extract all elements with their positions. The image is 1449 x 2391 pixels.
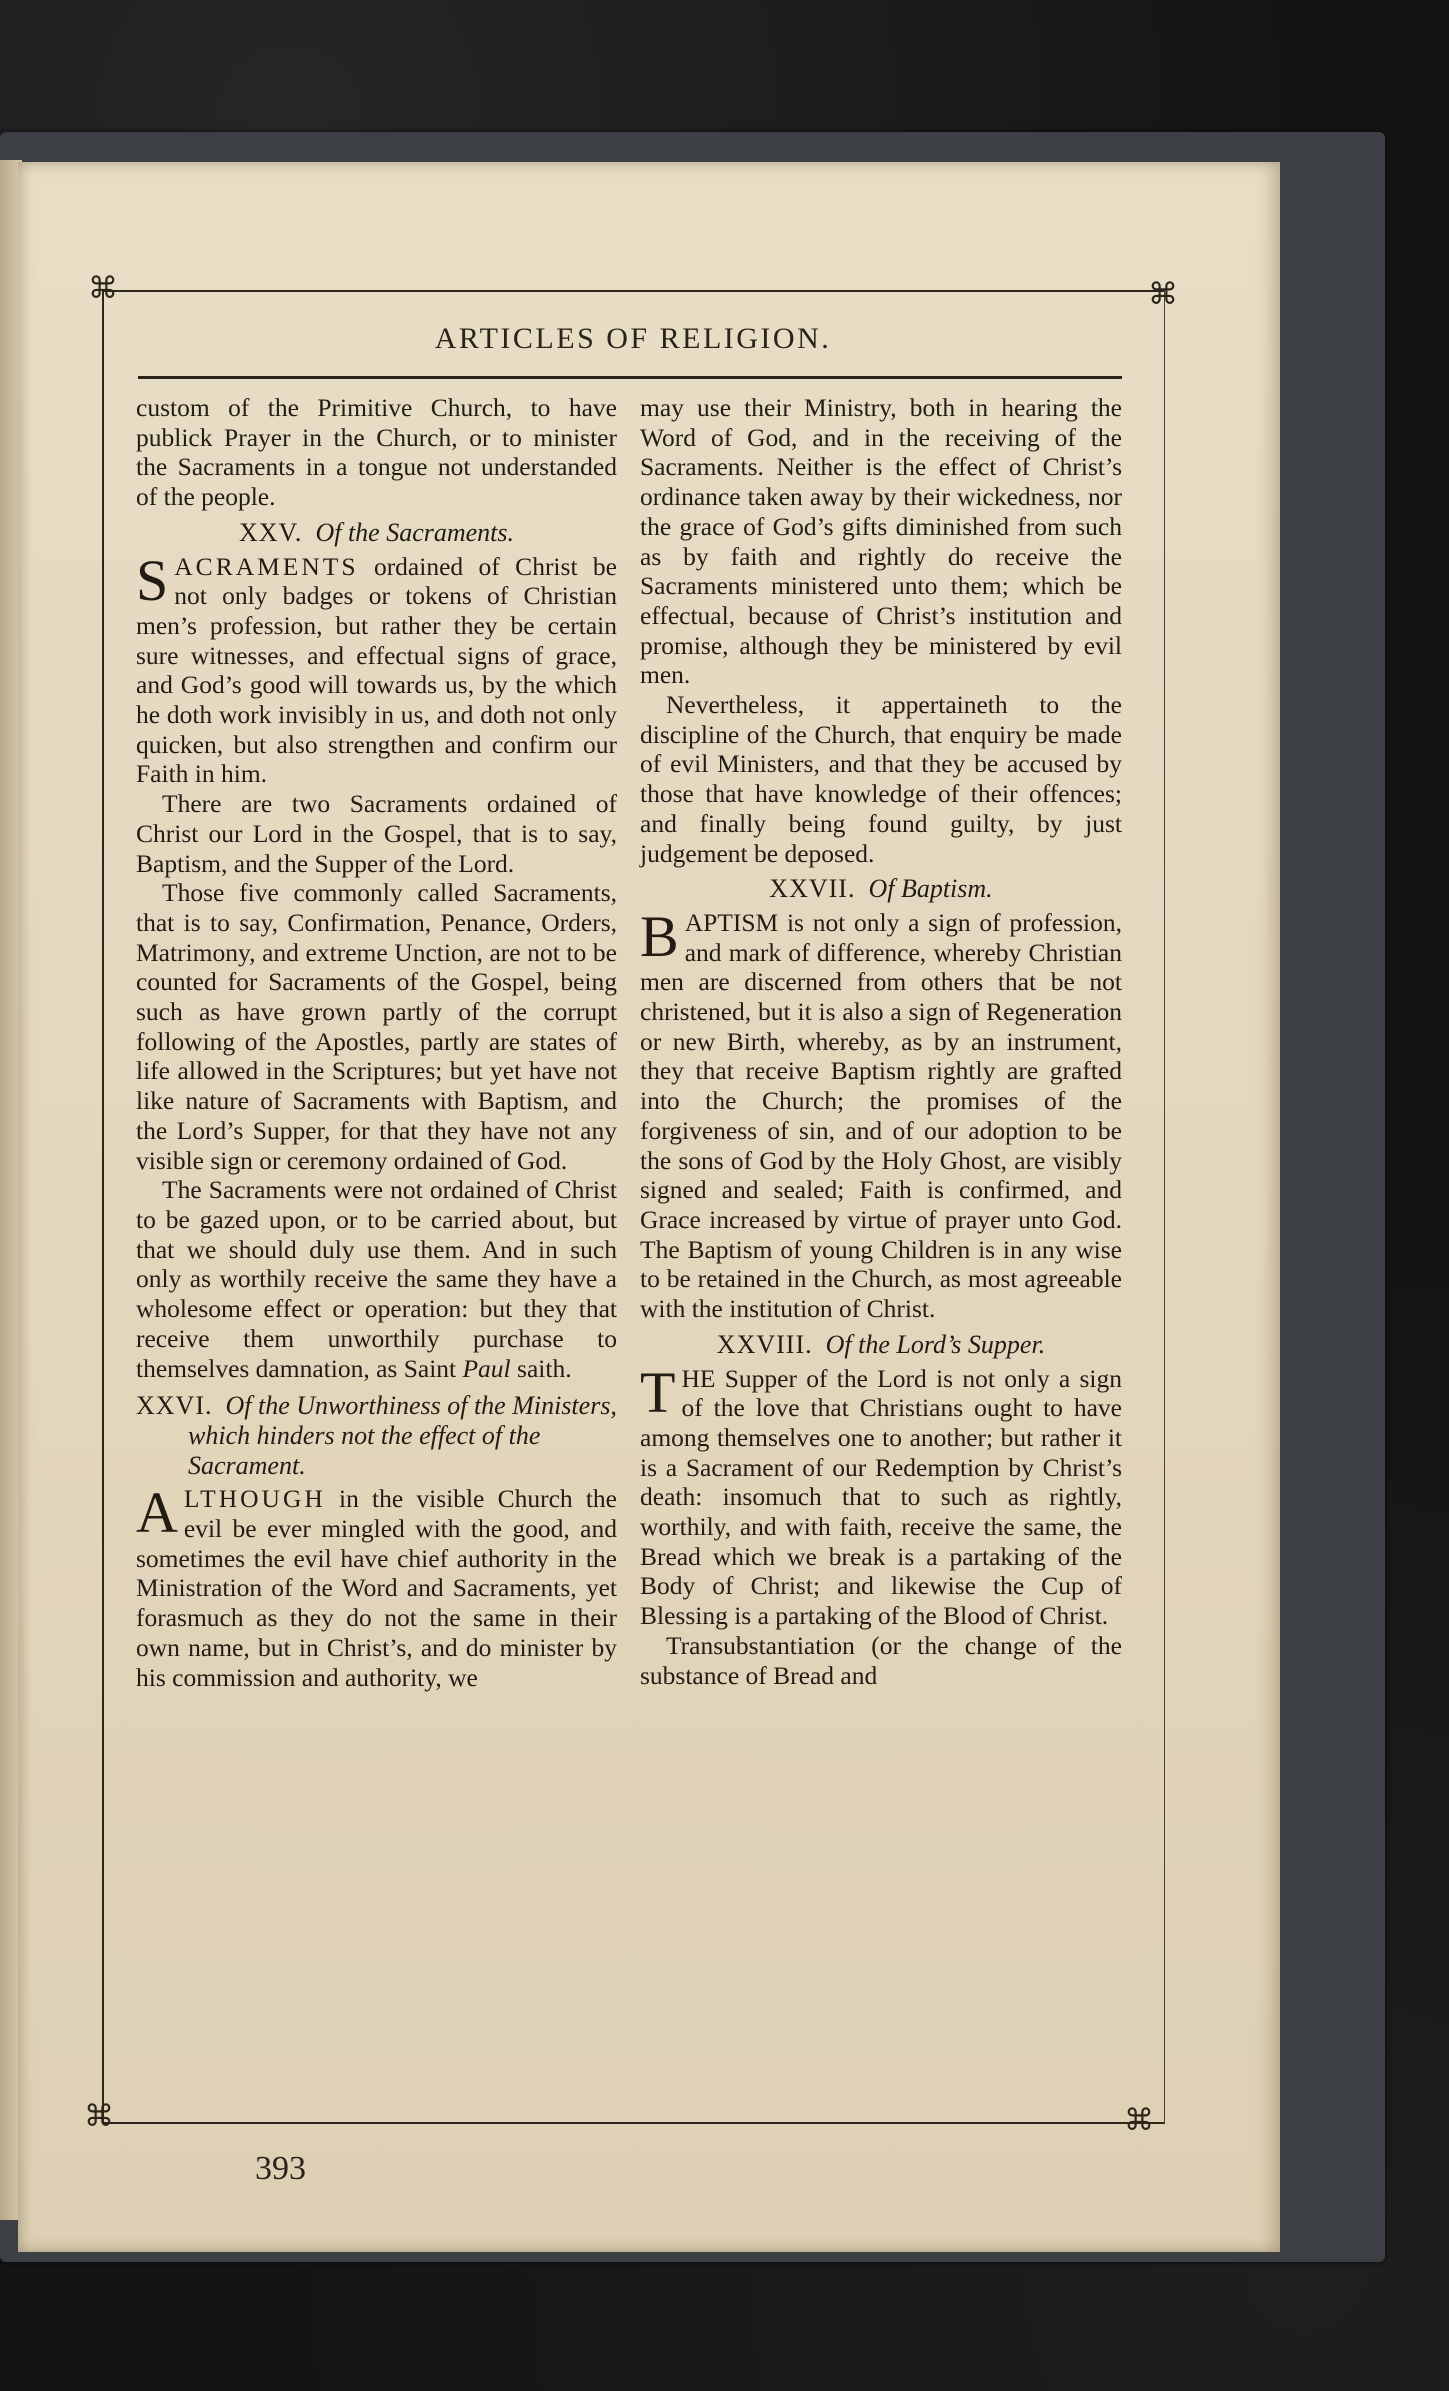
article-heading-xxvii — [640, 874, 1122, 904]
article-title: Of the Sacraments. — [315, 517, 515, 547]
paragraph-text: The Sacraments were not ordained of Christ to be gazed upon, or to be carried about, but that we should duly use them. And in such only as worthily receive the same they have a wholesome effect or operation: but they that receive them unworthily purchase to themselves damnation, as Saint — [136, 1175, 617, 1383]
article-title: Of the Lord’s Supper. — [825, 1329, 1046, 1359]
paragraph: Transubstantiation (or the change of the substance of Bread and — [640, 1630, 1122, 1690]
paragraph — [136, 1175, 617, 1383]
paragraph: custom of the Primitive Church, to have publick Prayer in the Church, or to minister the Sacraments in a tongue not understanded of the people. — [136, 393, 617, 512]
article-number: XXVI. — [136, 1391, 213, 1421]
article-title: Of the Unworthiness of the Ministers, which hinders not the effect of the Sacrament. — [188, 1391, 617, 1480]
article-number: XXV. — [238, 517, 303, 547]
paragraph: Nevertheless, it appertaineth to the discipline of the Church, that enquiry be made of evil Ministers, and that they be accused by those that have knowledge of their offences; and finally being found guilty, by just judgement be deposed. — [640, 690, 1122, 868]
paragraph — [136, 547, 617, 790]
drop-cap: A — [136, 1480, 178, 1546]
ornament-knot-icon: ⌘ — [1124, 2103, 1154, 2138]
paragraph — [136, 1480, 617, 1692]
drop-cap: T — [640, 1359, 676, 1425]
drop-cap: B — [640, 903, 679, 969]
paragraph-text: APTISM is not only a sign of profession, and mark of difference, whereby Christian men are discerned from others that be not christened, but it is also a sign of Regeneration or new Birth, whereby, as by an instrument, they that receive Baptism rightly are grafted into the Church; the promises of the forgiveness of sin, and of our adoption to be the sons of God by the Holy Ghost, are visibly signed and sealed; Faith is confirmed, and Grace increased by virtue of prayer unto God. The Baptism of young Children is in any wise to be retained in the Church, as most agreeable with the institution of Christ. — [640, 907, 1122, 1324]
paragraph-text: HE Supper of the Lord is not only a sign of the love that Christians ought to have among themselves one to another; but rather it is a Sacrament of our Redemption by Christ’s death: insomuch that to such as rightly, worthily, and with faith, receive the same, the Bread which we break is a partaking of the Body of Christ; and likewise the Cup of Blessing is a partaking of the Blood of Christ. — [640, 1363, 1122, 1631]
ornament-knot-icon: ⌘ — [84, 2099, 114, 2134]
article-heading-xxv — [136, 518, 617, 548]
paragraph — [640, 1359, 1122, 1631]
page-number: 393 — [255, 2150, 306, 2187]
article-number: XXVIII. — [716, 1329, 813, 1359]
article-heading-xxvi — [136, 1391, 617, 1480]
article-title: Of Baptism. — [868, 874, 993, 904]
right-column — [640, 393, 1122, 1690]
article-heading-xxviii — [640, 1330, 1122, 1360]
paragraph — [640, 903, 1122, 1324]
small-caps-word: ACRAMENTS — [174, 551, 359, 581]
paragraph-text: in the visible Church the evil be ever mingled with the good, and sometimes the evil have chief authority in the Ministration of the Word and Sacraments, yet forasmuch as they do not the same in their own name, but in Christ’s, and do minister by his commission and authority, we — [136, 1484, 617, 1692]
running-header: ARTICLES OF RELIGION. — [434, 322, 832, 355]
header-rule — [138, 376, 1122, 379]
ornament-knot-icon: ⌘ — [1148, 277, 1178, 312]
paragraph: may use their Ministry, both in hearing the Word of God, and in the receiving of the Sacraments. Neither is the effect of Christ’s ordinance taken away by their wickedness, nor the grace of God’s gifts diminished from such as by faith and rightly do receive the Sacraments ministered unto them; which be effectual, because of Christ’s institution and promise, although they be ministered by evil men. — [640, 393, 1122, 690]
article-number: XXVII. — [769, 874, 856, 904]
small-caps-word: LTHOUGH — [183, 1484, 326, 1514]
left-column — [136, 393, 617, 1692]
paragraph: Those five commonly called Sacraments, that is to say, Confirmation, Penance, Orders, Matrimony, and extreme Unction, are not to be counted for Sacraments of the Gospel, being such as have grown partly of the corrupt following of the Apostles, partly are states of life allowed in the Scriptures; but yet have not like nature of Sacraments with Baptism, and the Lord’s Supper, for that they have not any visible sign or ceremony ordained of God. — [136, 878, 617, 1175]
italic-name: Paul — [462, 1353, 511, 1383]
paragraph-text: saith. — [510, 1353, 572, 1383]
paragraph: There are two Sacraments ordained of Christ our Lord in the Gospel, that is to say, Baptism, and the Supper of the Lord. — [136, 789, 617, 878]
ornament-knot-icon: ⌘ — [88, 271, 118, 306]
drop-cap: S — [136, 547, 169, 613]
paragraph-text: ordained of Christ be not only badges or tokens of Christian men’s profession, but rather they be certain sure witnesses, and effectual signs of grace, and God’s good will towards us, by the which he doth work invisibly in us, and doth not only quicken, but also strengthen and confirm our Faith in him. — [136, 551, 617, 789]
